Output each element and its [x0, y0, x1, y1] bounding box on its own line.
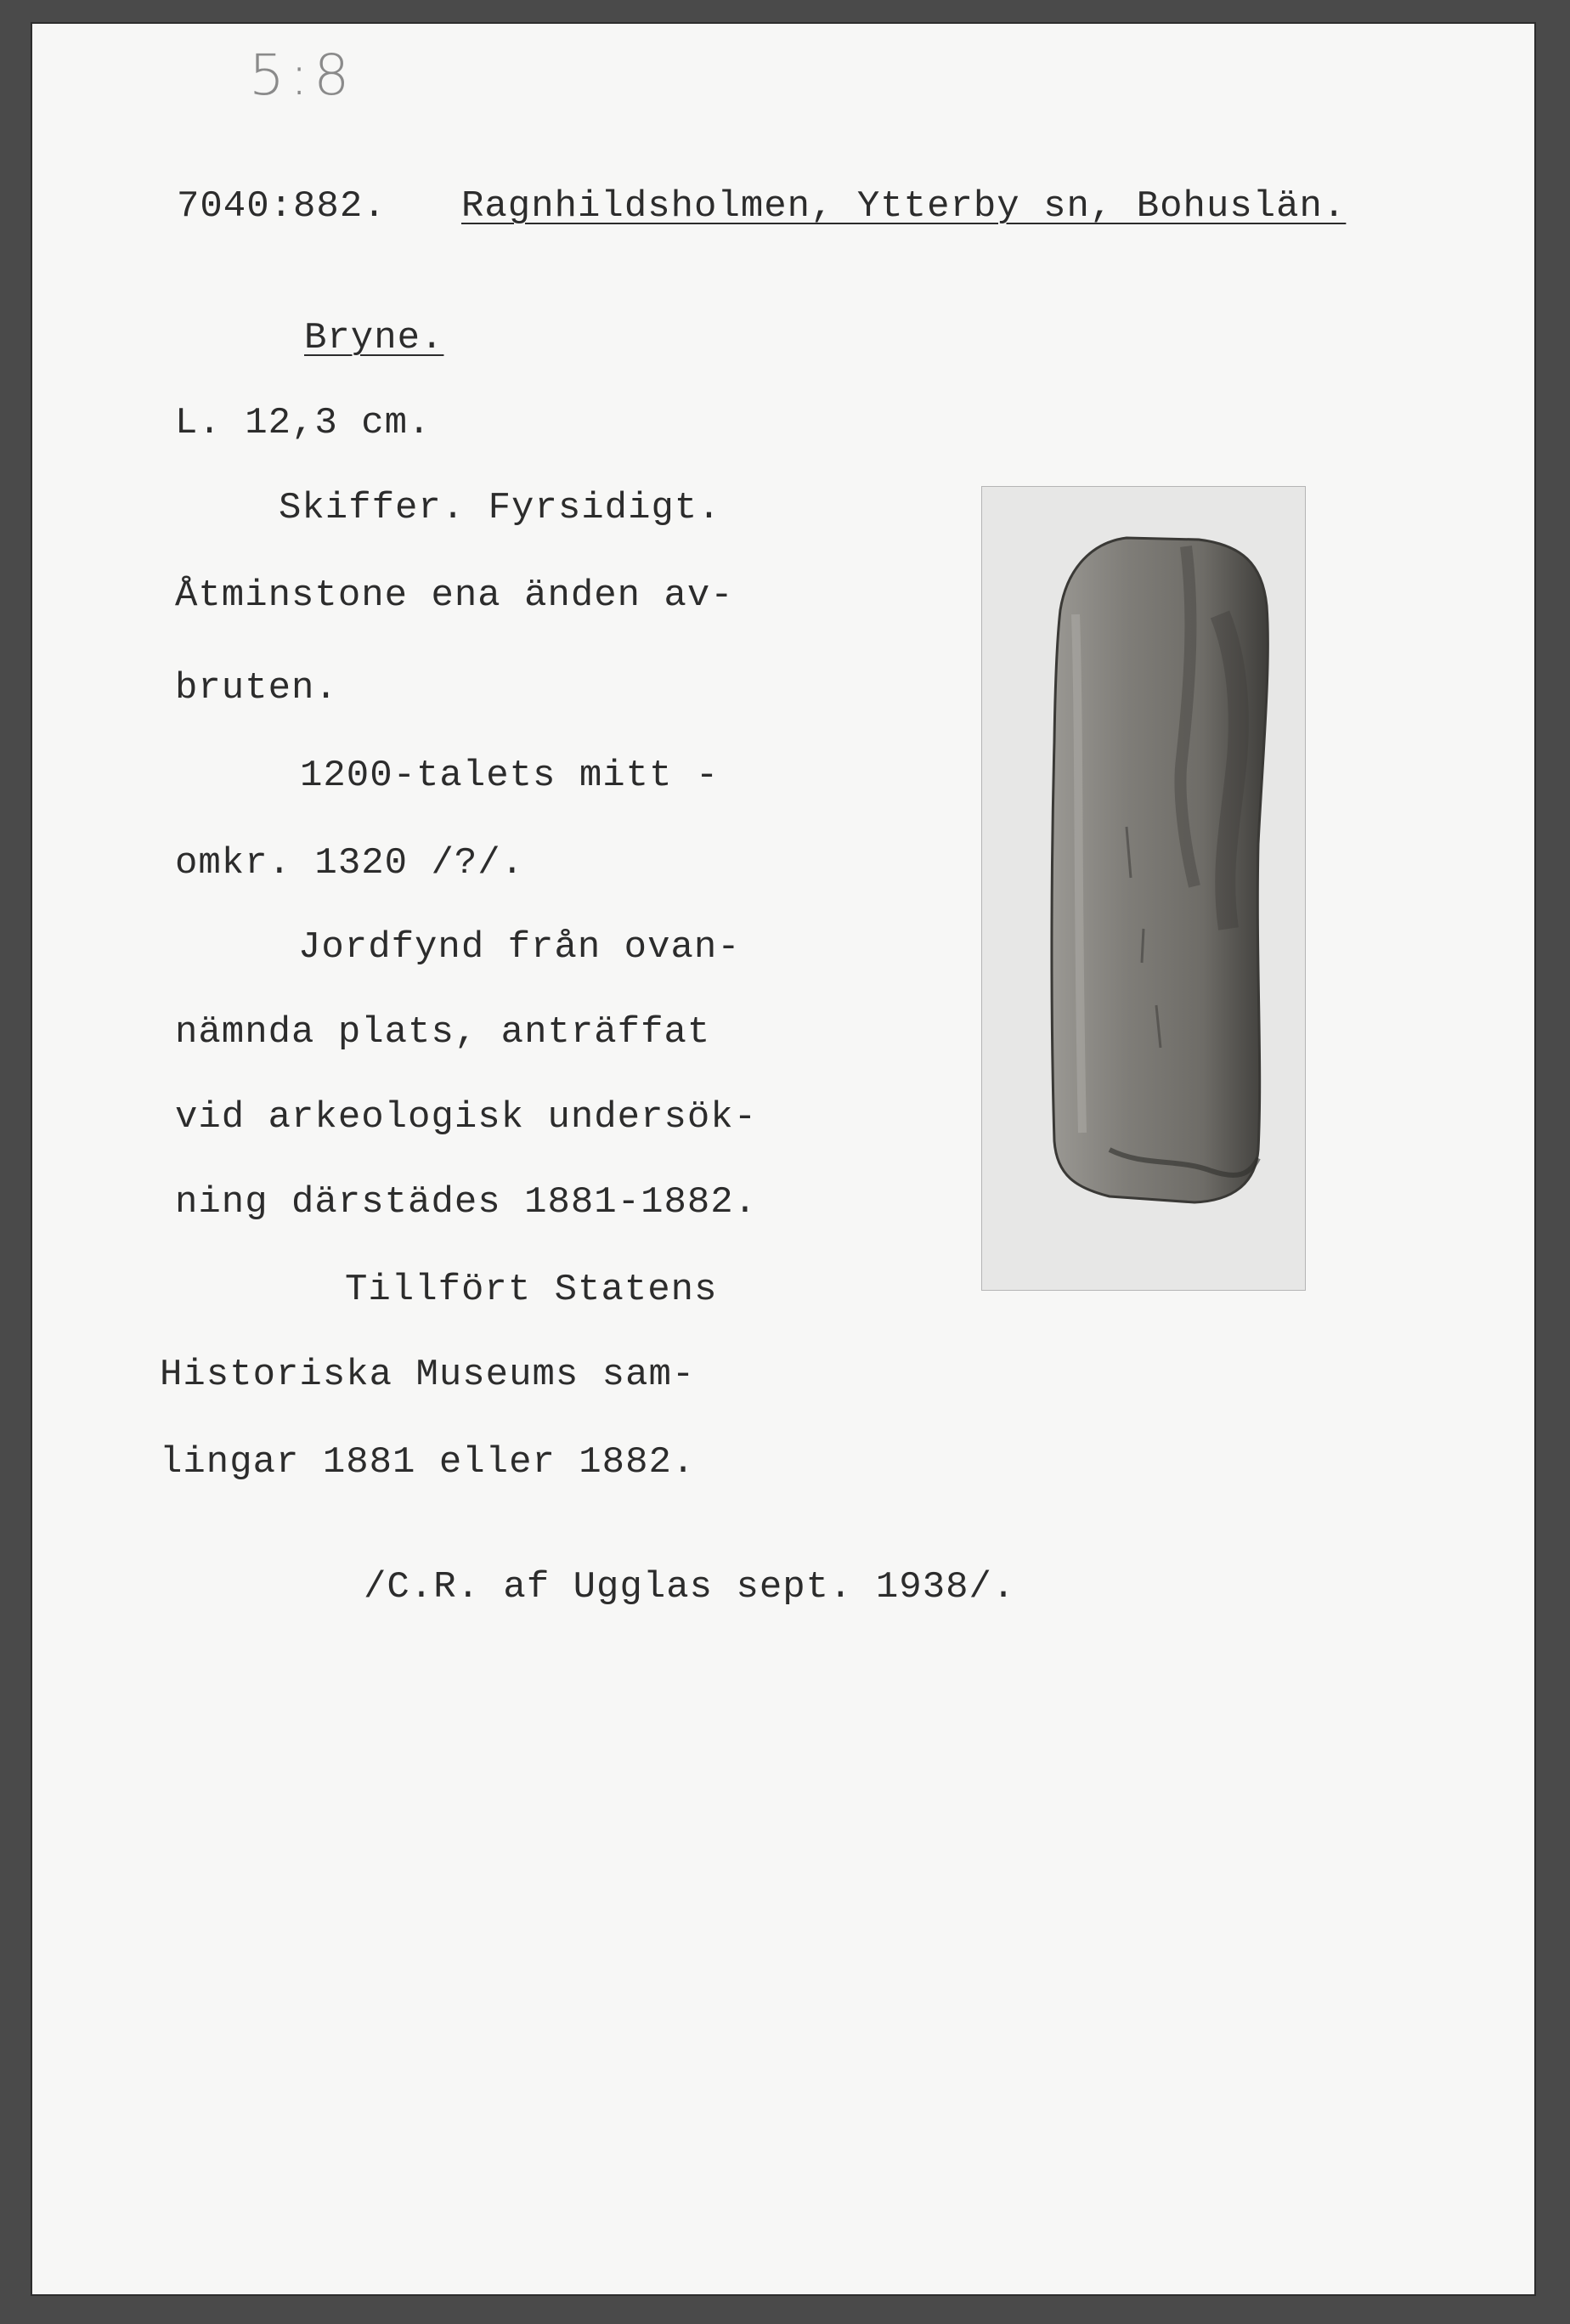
dating-line-1: 1200-talets mitt -: [300, 755, 720, 797]
acquisition-line-2: Historiska Museums sam-: [160, 1354, 696, 1396]
material-line: Skiffer. Fyrsidigt.: [279, 487, 721, 529]
find-line-3: vid arkeologisk undersök-: [175, 1096, 758, 1139]
description-line-1: Åtminstone ena änden av-: [175, 574, 734, 617]
location-header: Ragnhildsholmen, Ytterby sn, Bohuslän.: [461, 185, 1347, 228]
find-line-4: ning därstädes 1881-1882.: [175, 1181, 758, 1224]
catalog-card: [32, 24, 1534, 2294]
acquisition-line-3: lingar 1881 eller 1882.: [160, 1441, 696, 1484]
whetstone-image: [982, 487, 1305, 1290]
catalog-number: 7040:882.: [177, 185, 387, 228]
acquisition-line-1: Tillfört Statens: [345, 1269, 718, 1311]
signature: /C.R. af Ugglas sept. 1938/.: [364, 1566, 1016, 1609]
dating-line-2: omkr. 1320 /?/.: [175, 842, 525, 885]
handwritten-number: 5:8: [249, 42, 355, 108]
object-name: Bryne.: [304, 317, 444, 359]
length-line: L. 12,3 cm.: [175, 402, 432, 444]
object-photo: [982, 487, 1305, 1290]
find-line-2: nämnda plats, anträffat: [175, 1011, 711, 1054]
find-line-1: Jordfynd från ovan-: [298, 926, 741, 969]
description-line-2: bruten.: [175, 667, 338, 710]
